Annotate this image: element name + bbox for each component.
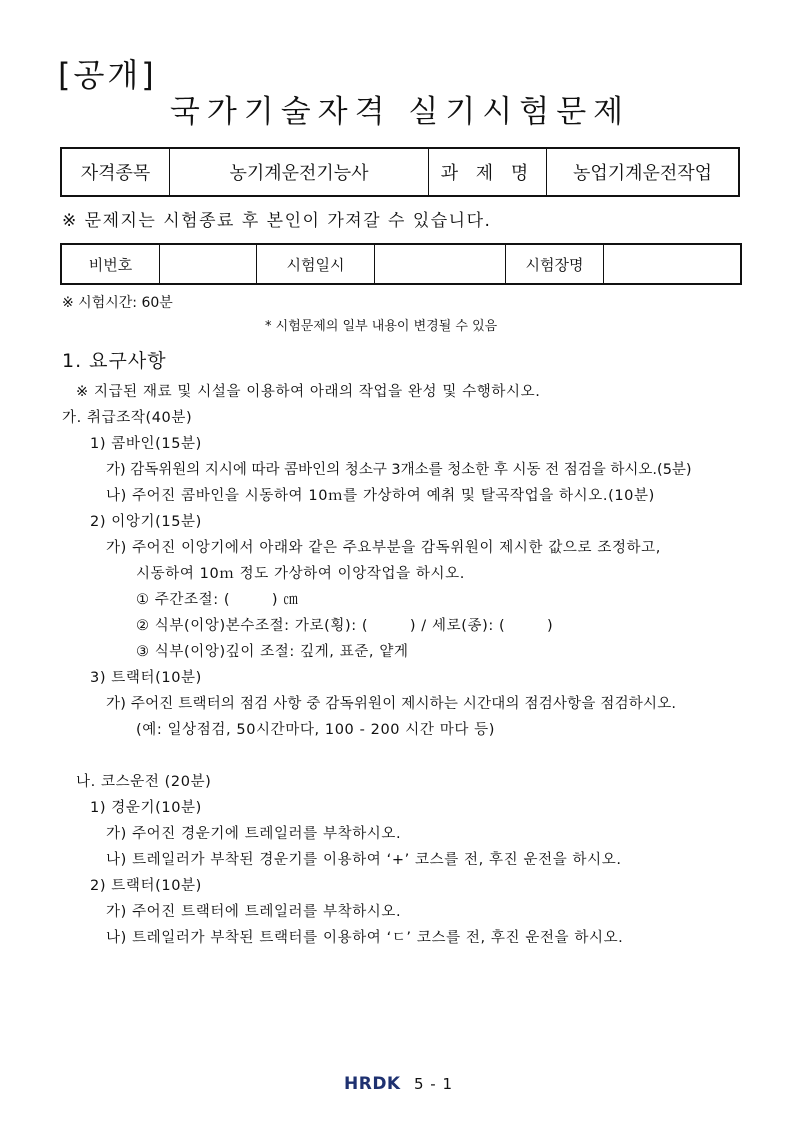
item-heading: 1) 경운기(10분) [90, 800, 202, 816]
section-heading: 1. 요구사항 [62, 350, 167, 372]
task-line: 가) 주어진 이앙기에서 아래와 같은 주요부분을 감독위원이 제시한 값으로 조정하고, [106, 540, 661, 556]
task-line: 나) 주어진 콤바인을 시동하여 10ｍ를 가상하여 예취 및 탈곡작업을 하시오.(10분) [106, 488, 655, 504]
item-heading: 3) 트랙터(10분) [90, 670, 202, 686]
field-value: 농기계운전기능사 [170, 148, 429, 196]
subsection-heading: 나. 코스운전 (20분) [76, 774, 212, 790]
adjustment-line: ① 주간조절: ( ) ㎝ [136, 592, 299, 608]
change-note: * 시험문제의 일부 내용이 변경될 수 있음 [265, 319, 498, 334]
subsection-heading: 가. 취급조작(40분) [62, 410, 193, 426]
field-label: 자격종목 [61, 148, 170, 196]
adjustment-line: ③ 식부(이앙)깊이 조절: 깊게, 표준, 얕게 [136, 644, 409, 660]
task-line: (예: 일상점검, 50시간마다, 100 - 200 시간 마다 등) [136, 722, 496, 738]
task-line: 나) 트레일러가 부착된 트랙터를 이용하여 ‘ㄷ’ 코스를 전, 후진 운전을 하시오. [106, 930, 624, 946]
document-title: 국가기술자격 실기시험문제 [169, 94, 631, 130]
adjustment-line: ② 식부(이앙)본수조절: 가로(횡): ( ) / 세로(종): ( ) [136, 618, 554, 634]
exam-time: ※ 시험시간: 60분 [62, 295, 173, 311]
instruction-line: ※ 지급된 재료 및 시설을 이용하여 아래의 작업을 완성 및 수행하시오. [76, 384, 541, 400]
task-line: 나) 트레일러가 부착된 경운기를 이용하여 ‘+’ 코스를 전, 후진 운전을 하시오. [106, 852, 622, 868]
page-number: 5 - 1 [414, 1075, 454, 1093]
disclosure-label: [공개] [58, 56, 157, 94]
exam-date-field[interactable] [375, 244, 506, 284]
exam-place-label: 시험장명 [506, 244, 604, 284]
task-line: 시동하여 10ｍ 정도 가상하여 이앙작업을 하시오. [136, 566, 465, 582]
exam-info-table [60, 243, 742, 285]
qualification-table [60, 147, 740, 197]
item-heading: 2) 이앙기(15분) [90, 514, 202, 530]
subject-value: 농업기계운전작업 [547, 148, 740, 196]
secret-number-field[interactable] [160, 244, 257, 284]
exam-date-label: 시험일시 [257, 244, 375, 284]
secret-number-label: 비번호 [61, 244, 160, 284]
item-heading: 2) 트랙터(10분) [90, 878, 202, 894]
notice-text: ※ 문제지는 시험종료 후 본인이 가져갈 수 있습니다. [62, 211, 492, 231]
task-line: 가) 주어진 트랙터의 점검 사항 중 감독위원이 제시하는 시간대의 점검사항을 점검하시오. [106, 696, 677, 712]
task-line: 가) 주어진 경운기에 트레일러를 부착하시오. [106, 826, 402, 842]
task-line: 가) 감독위원의 지시에 따라 콤바인의 청소구 3개소를 청소한 후 시동 전 점검을 하시오.(5분) [106, 462, 692, 478]
subject-label: 과 제 명 [429, 148, 547, 196]
task-line: 가) 주어진 트랙터에 트레일러를 부착하시오. [106, 904, 402, 920]
item-heading: 1) 콤바인(15분) [90, 436, 202, 452]
exam-place-field[interactable] [604, 244, 742, 284]
hrdk-logo: HRDK [344, 1074, 401, 1094]
